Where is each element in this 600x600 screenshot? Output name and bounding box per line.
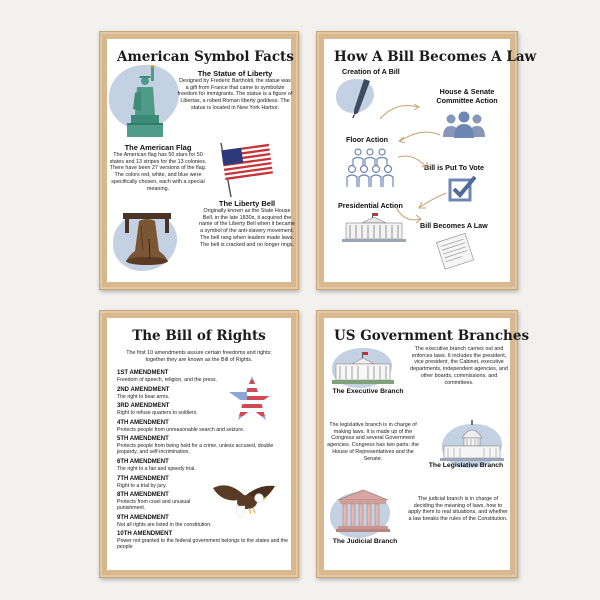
bill-of-rights-intro: The first 10 amendments assure certain freedoms and rights; together they are known as the Bill of Rights. bbox=[126, 350, 272, 363]
amendment-title: 4TH AMENDMENT bbox=[117, 419, 169, 426]
amendment-title: 7TH AMENDMENT bbox=[117, 475, 169, 482]
amendment-text: The right to a fair and speedy trial. bbox=[117, 465, 196, 472]
amendment-text: Protects people from being held for a crime, unless accused, double jeopardy, and self-incrimination. bbox=[117, 443, 274, 456]
committee-people-icon bbox=[442, 111, 486, 139]
poster-title: The Bill of Rights bbox=[132, 328, 266, 344]
step-creation-of-a-bill: Creation of A Bill bbox=[342, 67, 400, 76]
legislative-branch-label: The Legislative Branch bbox=[428, 462, 504, 469]
flow-arrow bbox=[378, 99, 422, 123]
poster-frame-bill-law bbox=[316, 31, 537, 290]
american-flag-text: The American flag has 50 stars for 50 states and 13 stripes for the 13 colonies. There have been 27 versions of the flag. The colors red, white, and blue were specifically chosen, each with a special meaning. bbox=[109, 152, 207, 192]
poster-frame-bill-of-rights bbox=[99, 310, 299, 578]
capitol-building-image bbox=[440, 420, 504, 464]
amendment-title: 5TH AMENDMENT bbox=[117, 436, 169, 443]
step-committee-line2: Committee Action bbox=[436, 96, 498, 105]
amendment-text: Right to refuse quarters to soldiers. bbox=[117, 410, 198, 417]
bald-eagle-image bbox=[209, 478, 279, 522]
amendment-title: 9TH AMENDMENT bbox=[117, 514, 169, 521]
poster-frame-government-branches bbox=[316, 310, 530, 578]
patriotic-star-image bbox=[227, 374, 277, 424]
executive-branch-label: The Executive Branch bbox=[332, 388, 404, 395]
statue-of-liberty-text: Designed by Frederic Bartholdi, the statue was a gift from France that came to symbolize freedom for immigrants. The statue is a figure of Libertas, a robed Roman liberty goddess. The statue is located in New York Harbor. bbox=[177, 78, 293, 111]
poster-frame-american-symbols bbox=[99, 31, 299, 290]
amendment-text: The right to bear arms. bbox=[117, 393, 170, 400]
step-bill-put-to-vote: Bill is Put To Vote bbox=[424, 163, 485, 172]
poster-title: American Symbol Facts bbox=[117, 49, 294, 65]
liberty-bell-image bbox=[119, 211, 175, 271]
flow-arrow bbox=[396, 153, 430, 173]
amendment-title: 10TH AMENDMENT bbox=[117, 531, 173, 538]
amendment-text: Protects people from unreasonable search and seizure. bbox=[117, 426, 245, 433]
amendment-item bbox=[117, 459, 293, 472]
american-flag-image bbox=[217, 141, 275, 199]
statue-of-liberty-heading: The Statue of Liberty bbox=[197, 69, 273, 78]
legislative-branch-text: The legislative branch is in charge of making laws. It is made up of the Congress and several Government agencies. Congress has two parts: the House of Representatives and the Senate. bbox=[327, 422, 419, 462]
poster-american-symbol-facts bbox=[107, 39, 295, 282]
amendment-text: Not all rights are listed in the constitution. bbox=[117, 521, 212, 528]
white-house-image bbox=[332, 352, 394, 386]
amendment-item bbox=[117, 492, 207, 511]
judicial-branch-text: The judicial branch is in charge of deciding the meaning of laws, how to apply them to real situations, and whether a law breaks the rules of the Constitution. bbox=[408, 496, 508, 523]
statue-of-liberty-image bbox=[121, 65, 169, 139]
amendment-item bbox=[117, 436, 293, 455]
step-floor-action: Floor Action bbox=[346, 135, 389, 144]
amendment-title: 3RD AMENDMENT bbox=[117, 403, 170, 410]
amendment-text: Power not granted to the federal government belongs to the states and the people bbox=[117, 538, 289, 551]
liberty-bell-text: Originally known as the State House Bell, in the late 1830s, it acquired the name of the Liberty Bell when it became a symbol of the anti-slavery movement. The bell rang when leaders made laws. The bell is cracked and no longer rings. bbox=[199, 208, 295, 248]
amendment-item bbox=[117, 531, 293, 550]
step-bill-becomes-law: Bill Becomes A Law bbox=[420, 221, 488, 230]
step-committee-line1: House & Senate bbox=[439, 87, 495, 96]
floor-crowd-icon bbox=[342, 147, 398, 189]
amendment-title: 1ST AMENDMENT bbox=[117, 370, 169, 376]
amendment-title: 2ND AMENDMENT bbox=[117, 386, 170, 393]
amendment-title: 6TH AMENDMENT bbox=[117, 458, 169, 465]
poster-us-government-branches bbox=[324, 318, 530, 570]
supreme-court-image bbox=[336, 490, 390, 532]
liberty-bell-heading: The Liberty Bell bbox=[218, 199, 276, 208]
step-committee-action bbox=[422, 87, 512, 105]
step-presidential-action: Presidential Action bbox=[338, 201, 403, 210]
poster-title: US Government Branches bbox=[334, 328, 530, 344]
amendment-text: Right to a trial by jury. bbox=[117, 482, 167, 489]
poster-how-a-bill-becomes-a-law bbox=[324, 39, 537, 282]
american-flag-heading: The American Flag bbox=[124, 143, 192, 152]
poster-title: How A Bill Becomes A Law bbox=[334, 49, 537, 65]
pen-icon bbox=[342, 77, 378, 119]
amendment-text: Freedom of speech, religion, and the press. bbox=[117, 377, 218, 383]
flow-arrow bbox=[394, 129, 442, 149]
poster-bill-of-rights bbox=[107, 318, 291, 570]
law-document-icon bbox=[432, 231, 480, 271]
amendment-title: 8TH AMENDMENT bbox=[117, 492, 169, 499]
executive-branch-text: The executive branch carries out and enforces laws. It includes the president, vice president, the Cabinet, executive departments, independent agencies, and other boards, commissions, and committees. bbox=[410, 346, 508, 386]
amendment-text: Protects from cruel and unusual punishment. bbox=[117, 499, 191, 512]
judicial-branch-label: The Judicial Branch bbox=[332, 538, 398, 545]
checkbox-vote-icon bbox=[448, 175, 478, 203]
